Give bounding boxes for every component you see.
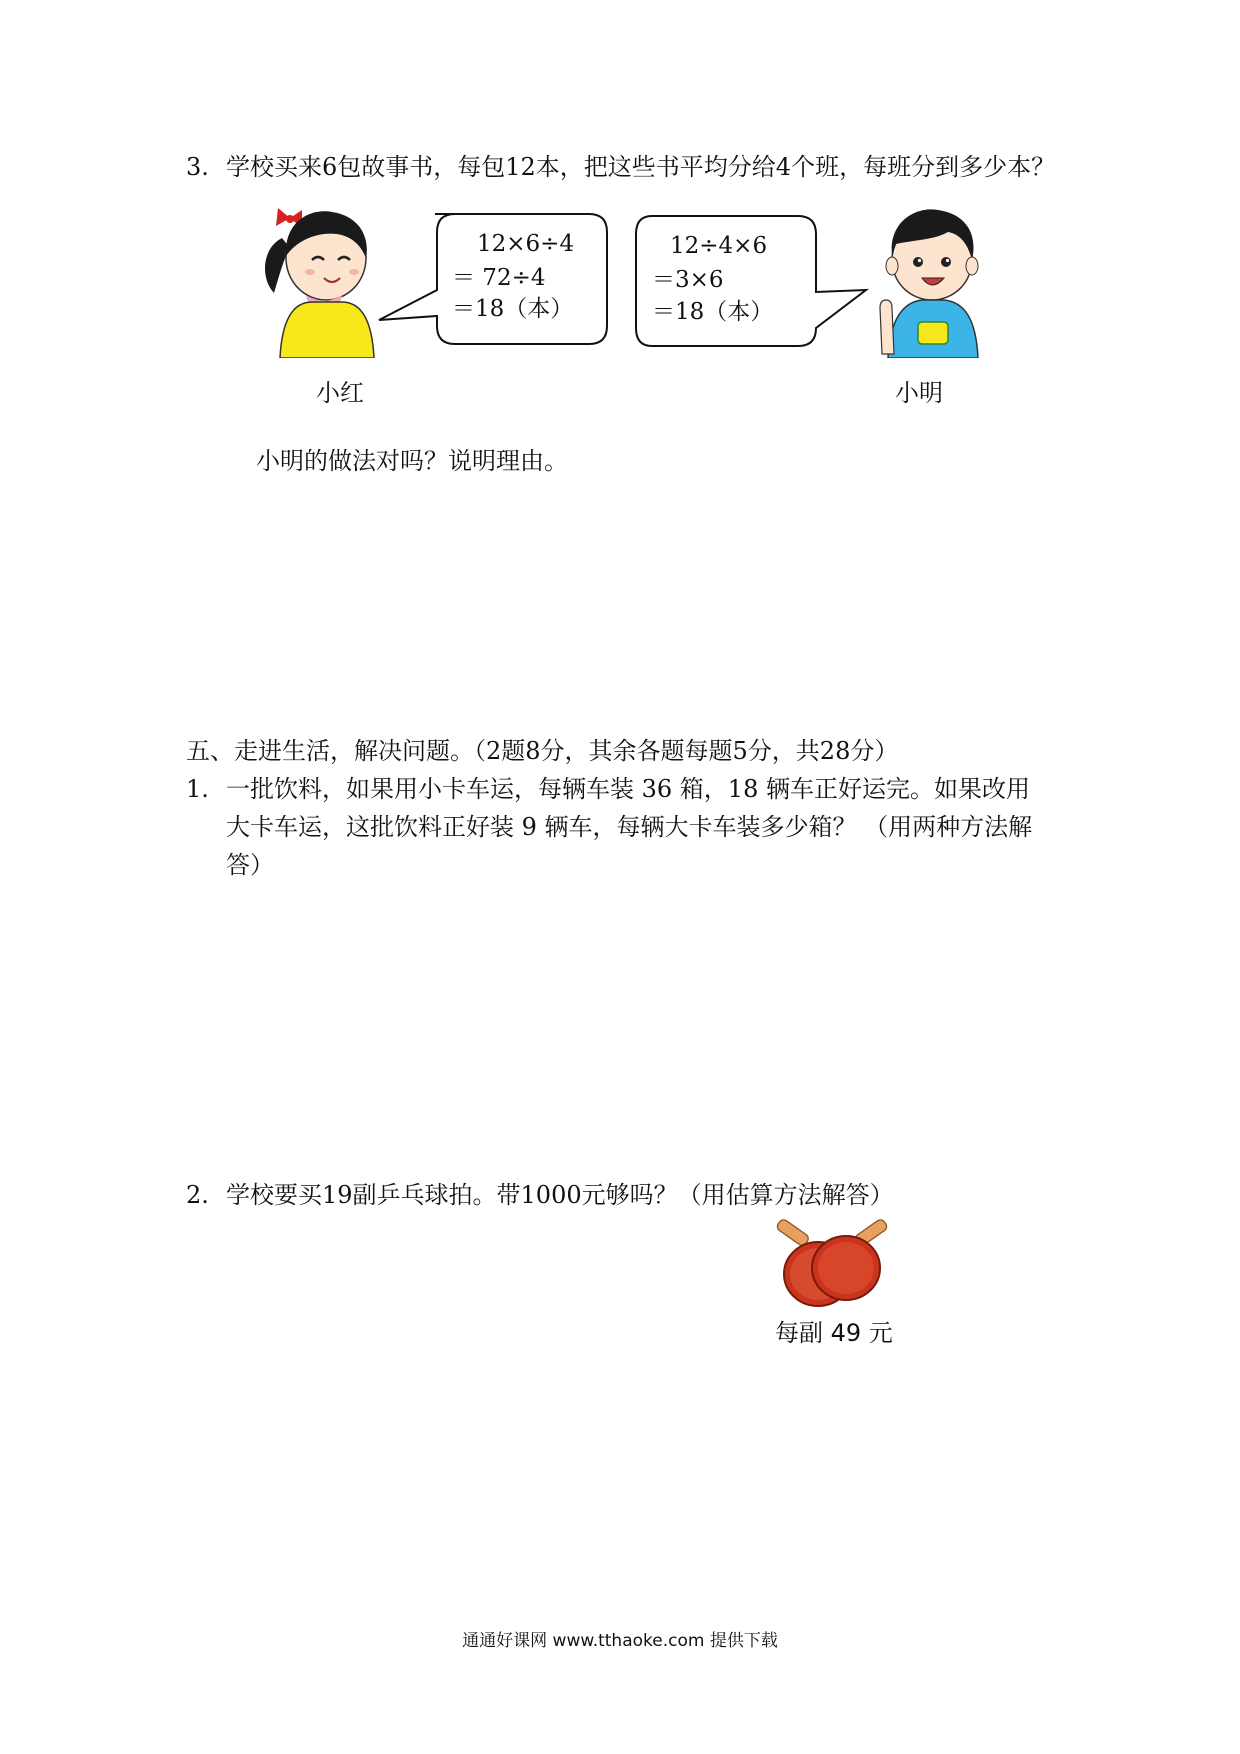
paddle-price-label: 每副 49 元 xyxy=(775,1319,893,1347)
section-5-question-1-line-1: 一批饮料，如果用小卡车运，每辆车装 36 箱，18 辆车正好运完。如果改用 xyxy=(226,775,1030,803)
xiaoming-line-2: ＝3×6 xyxy=(652,267,724,293)
section-5-question-2-text: 学校要买19副乒乓球拍。带1000元够吗？（用估算方法解答） xyxy=(226,1181,894,1209)
xiaoming-name: 小明 xyxy=(895,379,943,407)
section-5-question-2-number: 2. xyxy=(186,1181,209,1209)
section-5-title: 五、走进生活，解决问题。（2题8分，其余各题每题5分，共28分） xyxy=(186,737,899,765)
girl-illustration xyxy=(262,198,382,358)
xiaohong-line-3: ＝18（本） xyxy=(452,296,574,322)
section-5-question-1-number: 1. xyxy=(186,775,209,803)
footer-source: 通通好课网 www.tthaoke.com 提供下载 xyxy=(462,1631,778,1651)
question-3-followup: 小明的做法对吗？说明理由。 xyxy=(256,447,568,475)
xiaoming-line-1: 12÷4×6 xyxy=(670,233,768,259)
xiaoming-line-3: ＝18（本） xyxy=(652,299,774,325)
section-5-question-1-line-3: 答） xyxy=(226,851,274,879)
xiaohong-name: 小红 xyxy=(316,379,364,407)
question-3-number: 3. xyxy=(186,153,209,181)
ping-pong-paddles-illustration xyxy=(772,1216,892,1316)
boy-illustration xyxy=(874,204,990,358)
section-5-question-1-line-2: 大卡车运，这批饮料正好装 9 辆车，每辆大卡车装多少箱？ （用两种方法解 xyxy=(226,813,1033,841)
xiaohong-line-2: ＝ 72÷4 xyxy=(452,265,546,291)
question-3-text: 学校买来6包故事书，每包12本，把这些书平均分给4个班，每班分到多少本？ xyxy=(226,153,1056,181)
xiaohong-line-1: 12×6÷4 xyxy=(477,231,575,257)
